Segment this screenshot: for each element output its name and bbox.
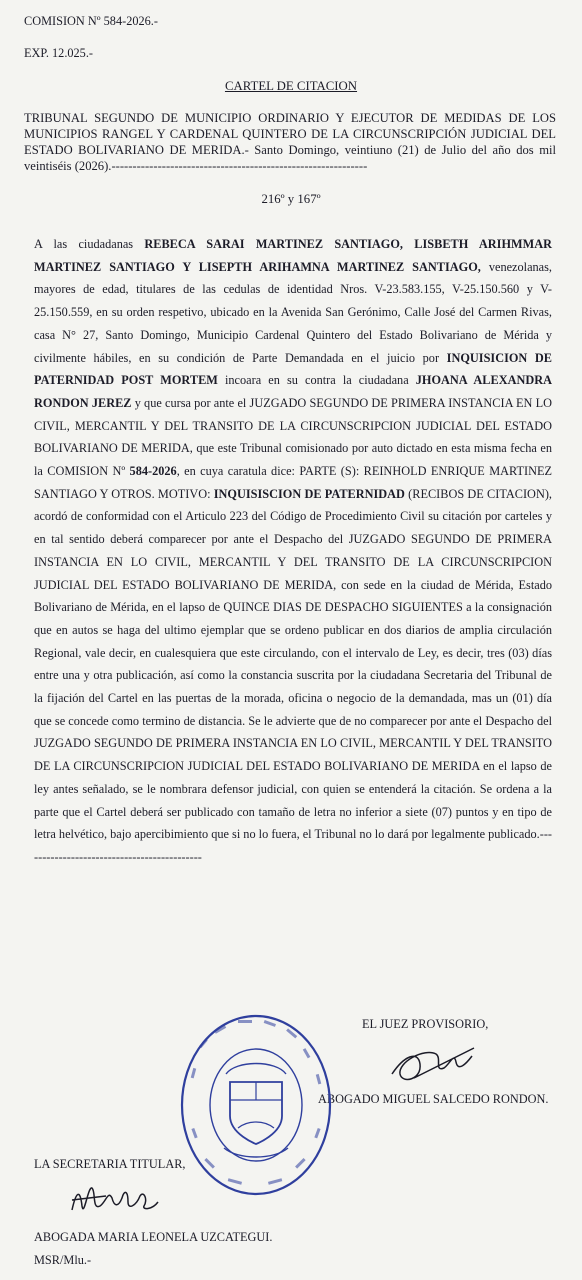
typist-initials: MSR/Mlu.- [34, 1253, 92, 1267]
judge-title: EL JUEZ PROVISORIO, [362, 1017, 489, 1031]
motive: INQUISISCION DE PATERNIDAD [213, 486, 405, 501]
comision-ref: 584-2026 [129, 464, 177, 479]
document-title: CARTEL DE CITACION [224, 79, 358, 93]
comision-number: COMISION Nº 584-2026.- [24, 14, 158, 28]
folio-years: 216º y 167º [261, 192, 321, 206]
secretary-signature-icon [66, 1176, 166, 1222]
body-paragraph: A las ciudadanas REBECA SARAI MARTINEZ SANTIAGO, LISBETH ARIHMMAR MARTINEZ SANTIAGO Y LISEPTH ARIHAMNA MARTINEZ SANTIAGO, venezolanas, mayores de edad, titulares de las cedulas de identidad Nros. V-23.583.155, V-25.150.560 y V-25.150.559, en su orden respetivo, ubicado en la Avenida San Gerónimo, Calle José del Carmen Rivas, casa N° 27, Santo Domingo, Municipio Cardenal Quintero del Estado Bolivariano de Mérida y civilmente hábiles, en su condición de Parte Demandada en el juicio por INQUISICION DE PATERNIDAD POST MORTEM incoara en su contra la ciudadana JHOANA ALEXANDRA RONDON JEREZ y que cursa por ante el JUZGADO SEGUNDO DE PRIMERA INSTANCIA EN LO CIVIL, MERCANTIL Y DEL TRANSITO DE LA CIRCUNSCRIPCION JUDICIAL DEL ESTADO BOLIVARIANO DE MERIDA, que este Tribunal comisionado por auto dictado en esta misma fecha en la COMISION Nº 584-2026, en cuya caratula dice: PARTE (S): REINHOLD ENRIQUE MARTINEZ SANTIAGO Y OTROS. MOTIVO: INQUISISCION DE PATERNIDAD (RECIBOS DE CITACION), acordó de conformidad con el Articulo 223 del Código de Procedimiento Civil su citación por carteles y en tal sentido deberá comparecer por ante el Despacho del JUZGADO SEGUNDO DE PRIMERA INSTANCIA EN LO CIVIL, MERCANTIL Y DEL TRANSITO DE LA CIRCUNSCRIPCION JUDICIAL DEL ESTADO BOLIVARIANO DE MERIDA, con sede en la ciudad de Mérida, Estado Bolivariano de Mérida, en el lapso de QUINCE DIAS DE DESPACHO SIGUIENTES a la consignación que en autos se haga del ultimo ejemplar que se ordeno publicar en dos diarios de amplia circulación Regional, vale decir, en cualesquiera que este circulando, con el intervalo de Ley, es decir, tres (03) días entre una y otra publicación, así como la constancia suscrita por la ciudadana Secretaria del Tribunal de la fijación del Cartel en las puertas de la morada, oficina o negocio de la demandada, mas un (01) día que se concede como termino de distancia. Se le advierte que de no comparecer por ante el Despacho del JUZGADO SEGUNDO DE PRIMERA INSTANCIA EN LO CIVIL, MERCANTIL Y DEL TRANSITO DE LA CIRCUNSCRIPCION JUDICIAL DEL ESTADO BOLIVARIANO DE MERIDA en el lapso de ley antes señalado, se le nombrara defensor judicial, con quien se entenderá la citación. Se ordena a la parte que el Cartel deberá ser publicado con tamaño de letra no inferior a siete (07) puntos y en tipo de letra helvético, bajo apercibimiento que si no lo fuera, el Tribunal no lo dará por legalmente publicado.-------------------------------------------- [34, 237, 553, 864]
expediente-number: EXP. 12.025.- [24, 46, 94, 60]
judge-name: ABOGADO MIGUEL SALCEDO RONDON. [318, 1092, 549, 1106]
court-seal-icon [178, 1012, 334, 1198]
secretary-title: LA SECRETARIA TITULAR, [34, 1157, 186, 1171]
plaintiff-name: JHOANA ALEXANDRA RONDON JEREZ [34, 373, 552, 410]
defendants-names: REBECA SARAI MARTINEZ SANTIAGO, LISBETH ARIHMMAR MARTINEZ SANTIAGO Y LISEPTH ARIHAMNA MARTINEZ SANTIAGO, [34, 237, 552, 274]
secretary-name: ABOGADA MARIA LEONELA UZCATEGUI. [34, 1230, 273, 1244]
court-heading: TRIBUNAL SEGUNDO DE MUNICIPIO ORDINARIO Y EJECUTOR DE MEDIDAS DE LOS MUNICIPIOS RANGEL Y CARDENAL QUINTERO DE LA CIRCUNSCRIPCIÓN JUDICIAL DEL ESTADO BOLIVARIANO DE MERIDA.- Santo Domingo, veintiuno (21) de Julio del año dos mil veintiséis (2026).------------------------------------------------------------- [24, 111, 556, 173]
case-type: INQUISICION DE PATERNIDAD POST MORTEM [34, 350, 552, 388]
judge-signature-icon [384, 1034, 480, 1090]
